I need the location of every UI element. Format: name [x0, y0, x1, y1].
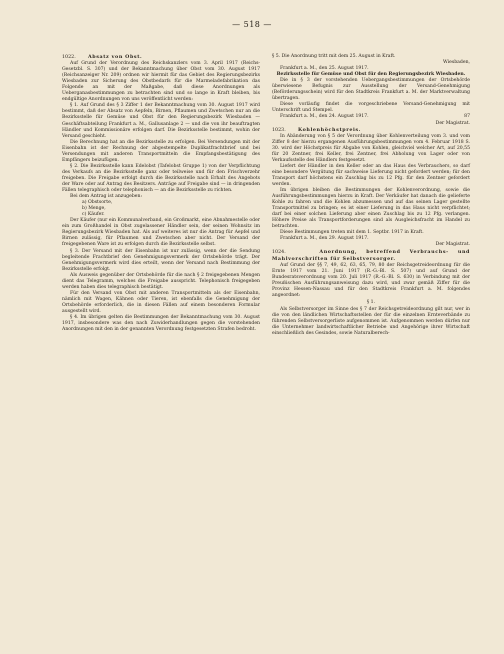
section-heading — [62, 54, 260, 61]
paragraph: Als Ausweis gegenüber der Ortsbehörde für die nach § 2 freigegebenen Mengen dient das Telegramm, welches die Freigabe ausspricht. Telephonisch freigegeben werden haben dies telegraphisch bestätigt. — [62, 272, 260, 290]
paragraph: Die Berechnung hat an die Bezirksstelle zu erfolgen. Bei Versendungen mit der Eisenbahn ist der Rechnung der abgestempelte Duplikatfrachtbrief und bei Versendungen mit anderen Transportmitteln die Empfangsbestätigung des Empfängers beizufügen. — [62, 139, 260, 163]
list-item: b) Menge, — [82, 206, 106, 212]
date-text: Frankfurt a. M., den 24. August 1917. — [280, 114, 369, 120]
place-name: Wiesbaden, — [443, 60, 470, 66]
paragraph: § 5. Die Anordnung tritt mit dem 25. August in Kraft. — [272, 54, 396, 59]
paragraph: Liefert der Händler in den Keller oder an das Haus des Verbrauchers, so darf eine besondere Vergütung für sachweise Lieferung nicht gefordert werden; für den Transport darf höchstens ein Zuschlag bis zu 12 Pfg. für den Zentner gefordert werden. — [272, 163, 470, 187]
item-list — [62, 200, 260, 218]
issuing-authority: Bezirksstelle für Gemüse und Obst für den Regierungsbezirk Wiesbaden. — [276, 72, 466, 78]
section-heading — [272, 127, 470, 134]
section-number: 1022. — [62, 55, 76, 60]
page-number: — 518 — — [232, 20, 272, 29]
paragraph: Diese Bestimmungen treten mit dem 1. Septbr. 1917 in Kraft. — [280, 230, 424, 236]
reference-number: 87 — [464, 114, 470, 120]
paragraph: Auf Grund der Verordnung des Reichskanzlers vom 3. April 1917 (Reichs-Gesetzbl. S. 307) und der Bekanntmachung über Obst vom 30. August 1917 (Reichsanzeiger Nr. 209) ordnen wir hiermit für das Gebiet des Regierungsbezirks Wiesbaden zur Sicherung des Obstbedarfs für die Marmeladefabrikation das Folgende an mit der Maßgabe, daß diese Anordnungen als Ueberganasbestimmungen zu betrachten sind und so lange in Kraft bleiben, bis endgültige Anordnungen von uns veröffentlicht werden: — [62, 61, 260, 103]
list-item: a) Obstsorte, — [82, 200, 113, 206]
date-line: Frankfurt a. M., den 25. August 1917. — [280, 66, 369, 72]
paragraph: § 2. Die Bezirksstelle kann Edelobst (Tafelobst Gruppe 1) von der Verpflichtung des Verkaufs an die Bezirksstelle ganz oder teilweise und für den Frischverzehr freigeben. Die Freigabe erfolgt durch die Bezirksstelle nach Erhalt des Angebots der Ware oder auf Antrag des Besitzers. Anträge auf Freigabe sind — in dringenden Fällen telegraphisch oder telephonisch — an die Bezirksstelle zu richten. — [62, 163, 260, 194]
section-number: 1024. — [272, 249, 286, 255]
signature: Der Magistrat. — [435, 120, 470, 126]
left-column — [62, 54, 260, 333]
paragraph: Für den Versand von Obst mit anderen Transportmitteln als der Eisenbahn, nämlich mit Wagen, Kähnen oder Tieren, ist ebenfalls die Genehmigung der Ortsbehörde erforderlich, die in diesen Fällen auf einem besonderen Formular ausgestellt wird. — [62, 290, 260, 314]
paragraph: Im übrigen bleiben die Bestimmungen der Kohlenverordnung, sowie die Ausführungsbestimmungen hierzu in Kraft. Der Verkäufer hat danach die gelieferte Kohle zu fahren und die Kohlen abzumessen und auf das seinen Lager gestellte Transportmittel zu bringen; es ist einer Lieferung in das Haus nicht verpflichtet; darf bei einer solchen Lieferung aber einen Zuschlag bis zu 12 Pfg. verlangen. Höhere Preise als Transportforderungen sind als Ausgleichsfracht im Handel zu betrachten. — [272, 188, 470, 230]
signature: Der Magistrat. — [435, 242, 470, 248]
paragraph: In Abänderung von § 5 der Verordnung über Kohlenverteilung vom 3. und vom Ziffer 8 der hierzu ergangenen Ausführungsbestimmungen vom 4. Februar 1918 S. 30. wird der Höchstpreis für Abgabe von Kohlen, gleichviel welcher Art, auf 20,55 für 20 Zentner, frei Keller, frei Zentner, frei Abholung von Lager oder von Verkaufsstelle des Händlers festgesetzt. — [272, 133, 470, 163]
paragraph: § 4. Im übrigen gelten die Bestimmungen der Bekanntmachung vom 30. August 1917, insbesondere was den nach Zuwiderhandlungen gegen die vorstehenden Anordnungen mit den in der genannten Verordnung festgesetzten Strafen bedroht. — [62, 315, 260, 333]
paragraph: Der Käufer (nur ein Kommunalverband, ein Großmarkt, eine Abnahmestelle oder ein zum Großhandel in Obst zugelassener Händler sein, der seinen Wohnsitz im Regierungsbezirk Wiesbaden hat. Als auf weiteres ist nur die Antrag für Aepfel und Birnen zulässig, für Pflaumen und Zwetschen aber nicht. Der Versand der freigegebenen Ware ist zu erfolgen durch die Bezirksstelle selbst. — [62, 218, 260, 248]
paragraph: Auf Grund der §§ 7, 49, 62, 63, 65, 79, 80 der Reichsgetreideordnung für die Ernte 1917 vom 21. Juni 1917 (R.-G.-Bl. S. 507) und auf Grund der Bundesratsverordnung vom 20. Juli 1917 (R.-G.-Bl. S. 630) in Verbindung mit der Preußischen Ausführungsanweisung dazu wird, und zwar gemäß Ziffer für die Provinz Hessen-Nassau und für den Stadtkreis Frankfurt a. M. folgendes angeordnet: — [272, 262, 470, 298]
right-column — [272, 54, 470, 337]
section-marker: § 1. — [366, 299, 376, 305]
paragraph: Diese vorläufig findet die vorgeschriebene Versand-Genehmigung mit Unterschrift und Stempel. — [272, 102, 470, 114]
date-line: Frankfurt a. M., den 29. August 1917. — [280, 236, 369, 242]
paragraph: Bei dem Antrag ist anzugeben: — [70, 194, 142, 200]
paragraph: Als Selbstversorger im Sinne des § 7 der Reichsgetreideordnung gilt nur, wer in die von den ländlichen Wirtschaftsstellen der für die einzelnen Ernteverbände zu führenden Selbstversorgerliste aufgenommen ist. Aufgenommen werden dürfen nur die Unternehmer landwirtschaftlicher Betriebe und Angehörige ihrer Wirtschaft einschließlich des Gesindes, sowie Naturalberech- — [272, 306, 470, 337]
paragraph: § 3. Der Versand mit der Eisenbahn ist nur zulässig, wenn der die Sendung begleitende Frachtbrief den Genehmigungsvermerk der Ortsbehörde trägt. Der Genehmigungsvermerk wird dies erteilt, wenn der Versand nach Bestimmung der Bezirksstelle erfolgt. — [62, 248, 260, 272]
paragraph: § 1. Auf Grund des § 3 Ziffer 1 der Bekanntmachung vom 30. August 1917 wird bestimmt, daß der Absatz von Aepfeln, Birnen, Pflaumen und Zwetschen nur an die Bezirksstelle für Gemüse und Obst für den Regierungsbezirk Wiesbaden — Geschäftsabteilung Frankfurt a. M., Gallusanlage 2 — und die von ihr beauftragten Händler und Kommissionäre erfolgen darf. Die Bezirksstelle bestimmt, wohin der Versand geschieht. — [62, 103, 260, 139]
section-title: Absatz von Obst. — [87, 54, 143, 60]
section-title: Anordnung, betreffend Verbrauchs- und Mahlvorschriften für Selbstversorger. — [272, 248, 470, 262]
section-title: Kohlenhöchstpreis. — [297, 126, 361, 133]
list-item: c) Käufer. — [82, 212, 105, 218]
section-number: 1023. — [272, 127, 286, 133]
section-heading — [272, 249, 470, 263]
paragraph: Die in § 3 der vorstehenden Uebergangsbestimmungen der Ortsbehörde überwiesene Befugnis zur Ausstellung der Versand-Genehmigung (Beförderungsschein) wird für den Stadtkreis Frankfurt a. M. der Marktverwaltung übertragen. — [272, 78, 470, 102]
